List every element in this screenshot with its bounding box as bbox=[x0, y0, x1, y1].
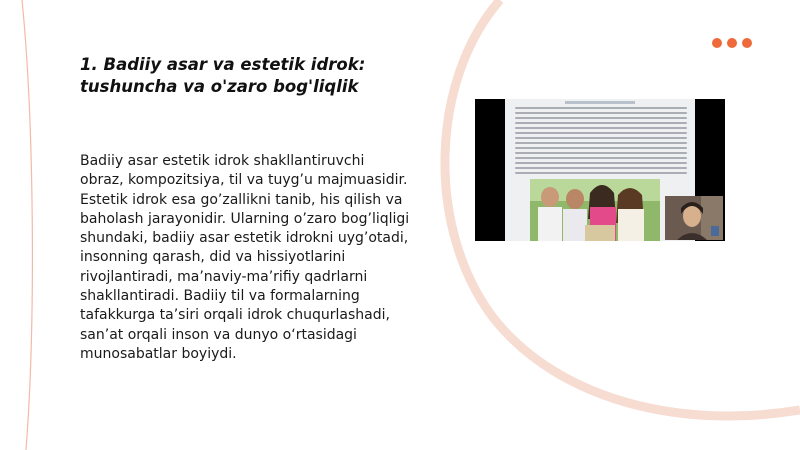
slide-title: 1. Badiiy asar va estetik idrok: tushuncha va o'zaro bog'liqlik bbox=[80, 55, 366, 96]
dot bbox=[727, 38, 737, 48]
scan-text-line bbox=[515, 127, 687, 129]
scan-heading-line bbox=[565, 101, 635, 104]
slide-body-text: Badiiy asar estetik idrok shakllantiruvchi obraz, kompozitsiya, til va tuyg’u majmuasidir. Estetik idrok esa go’zallikni tanib, his qilish va baholash jarayonidir. Ularning o’zaro bog’liqligi shundaki, badiiy asar estetik idrokni uyg’otadi, insonning qarash, did va hissiyotlarini rivojlantiradi, ma’naviy-ma’rifiy qadrlarni shakllantiradi. Badiiy til va formalarning tafakkurga ta’siri orqali idrok chuqurlashadi, san’at orqali inson va dunyo o‘rtasidagi munosabatlar boyiydi. bbox=[80, 153, 410, 362]
presenter-webcam[interactable] bbox=[665, 196, 723, 240]
scan-text-line bbox=[515, 152, 687, 154]
scan-text-line bbox=[515, 132, 687, 134]
scan-text-line bbox=[515, 157, 687, 159]
dot bbox=[712, 38, 722, 48]
scan-text-line bbox=[515, 172, 687, 174]
scan-text-line bbox=[515, 167, 687, 169]
dot bbox=[742, 38, 752, 48]
scan-text-line bbox=[515, 122, 687, 124]
scan-text-line bbox=[515, 137, 687, 139]
scan-text-line bbox=[515, 162, 687, 164]
scan-text-line bbox=[515, 142, 687, 144]
scan-text-line bbox=[515, 107, 687, 109]
three-dots-icon bbox=[712, 38, 758, 52]
scan-text-line bbox=[515, 147, 687, 149]
scan-text-line bbox=[515, 117, 687, 119]
students-photo bbox=[530, 179, 660, 241]
decorative-arc-left bbox=[22, 0, 32, 450]
scan-text-line bbox=[515, 112, 687, 114]
